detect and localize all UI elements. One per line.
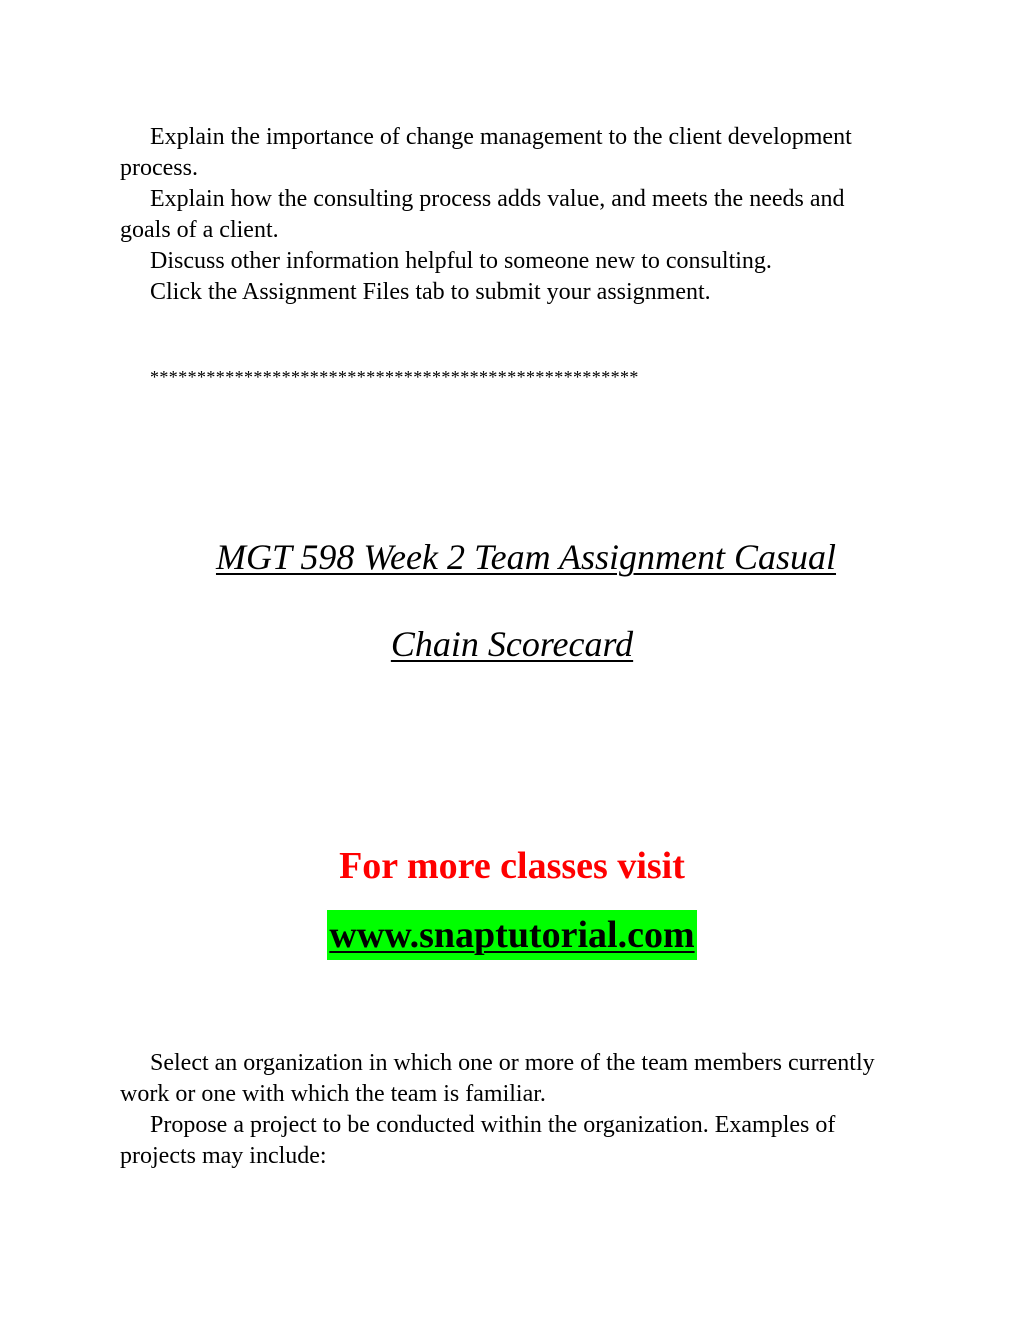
promo-link[interactable]: www.snaptutorial.com bbox=[327, 910, 696, 960]
paragraph-consulting-value: Explain how the consulting process adds value, and meets the needs and goals of a client. bbox=[120, 186, 845, 243]
paragraph-select-organization: Select an organization in which one or more of the team members currently work or one with which the team is familiar. bbox=[120, 1050, 875, 1107]
instructions-bottom bbox=[120, 1048, 900, 1172]
promo-link-wrap bbox=[0, 910, 1024, 960]
separator-stars: **************************************************** bbox=[150, 367, 639, 387]
promo-text: For more classes visit bbox=[339, 845, 685, 887]
title-line-1 bbox=[14, 535, 1024, 579]
title-line-2 bbox=[0, 622, 1024, 666]
paragraph-assignment-files: Click the Assignment Files tab to submit your assignment. bbox=[150, 279, 711, 305]
title-text-1: MGT 598 Week 2 Team Assignment Casual bbox=[215, 537, 837, 577]
instructions-top bbox=[120, 122, 900, 308]
paragraph-propose-project: Propose a project to be conducted within the organization. Examples of projects may include: bbox=[120, 1112, 836, 1169]
title-text-2: Chain Scorecard bbox=[390, 624, 634, 664]
paragraph-change-management: Explain the importance of change management to the client development process. bbox=[120, 124, 852, 181]
paragraph-other-information: Discuss other information helpful to someone new to consulting. bbox=[150, 248, 772, 274]
